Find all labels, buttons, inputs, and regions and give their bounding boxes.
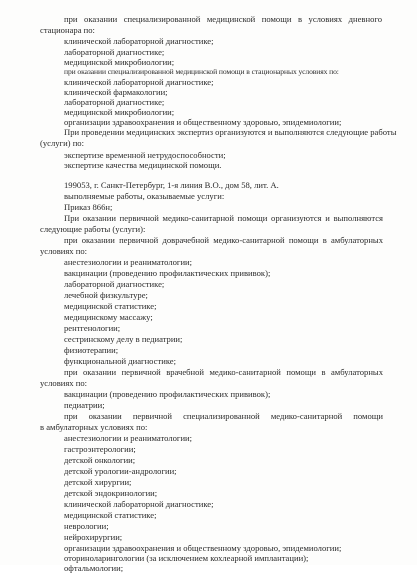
text-line: условиях по:: [40, 378, 88, 388]
text-line: (услуги) по:: [40, 138, 84, 148]
text-line: Приказ 866н;: [64, 202, 113, 212]
text-line: рентгенологии;: [64, 323, 121, 333]
text-line: клинической фармакологии;: [64, 87, 168, 97]
text-line: в амбулаторных условиях по:: [40, 422, 148, 432]
text-line: экспертизе качества медицинской помощи.: [64, 160, 222, 170]
text-line: выполняемые работы, оказываемые услуги:: [64, 191, 225, 201]
text-line: детской хирургии;: [64, 477, 132, 487]
text-line: детской эндокринологии;: [64, 488, 158, 498]
text-line: детской онкологии;: [64, 455, 136, 465]
text-line: медицинской микробиологии;: [64, 57, 175, 67]
text-line: экспертизе временной нетрудоспособности;: [64, 150, 226, 160]
text-line: организации здравоохранения и общественному здоровью, эпидемиологии;: [64, 117, 342, 127]
text-line: анестезиологии и реаниматологии;: [64, 433, 193, 443]
text-line: при оказании специализированной медицинской помощи в стационарных условиях по:: [64, 67, 339, 76]
text-line: медицинскому массажу;: [64, 312, 153, 322]
text-line: при оказании специализированной медицинской помощи в условиях дневного: [64, 14, 382, 24]
text-line: клинической лабораторной диагностике;: [64, 499, 214, 509]
text-line: физиотерапии;: [64, 345, 119, 355]
text-line: медицинской статистике;: [64, 301, 157, 311]
text-line: клинической лабораторной диагностике;: [64, 36, 214, 46]
text-line: медицинской статистике;: [64, 510, 157, 520]
text-line: организации здравоохранения и общественному здоровью, эпидемиологии;: [64, 543, 342, 553]
text-line: оториноларингологии (за исключением кохлеарной имплантации);: [64, 553, 309, 563]
text-line: анестезиологии и реаниматологии;: [64, 257, 193, 267]
text-line: при оказании первичной доврачебной медико-санитарной помощи в амбулаторных: [64, 235, 383, 245]
text-line: вакцинации (проведению профилактических прививок);: [64, 268, 271, 278]
text-line: лабораторной диагностике;: [64, 47, 165, 57]
text-line: 199053, г. Санкт-Петербург, 1-я линия В.О., дом 58, лит. А.: [64, 180, 279, 190]
text-line: лабораторной диагностике;: [64, 279, 165, 289]
text-line: неврологии;: [64, 521, 109, 531]
text-line: функциональной диагностике;: [64, 356, 177, 366]
text-line: при оказании первичной специализированной медико-санитарной помощи: [64, 411, 383, 421]
text-line: вакцинации (проведению профилактических прививок);: [64, 389, 271, 399]
text-line: условиях по:: [40, 246, 88, 256]
text-line: нейрохирургии;: [64, 532, 123, 542]
text-line: медицинской микробиологии;: [64, 107, 175, 117]
text-line: При оказании первичной медико-санитарной помощи организуются и выполняются: [64, 213, 383, 223]
text-line: лечебной физкультуре;: [64, 290, 148, 300]
text-line: сестринскому делу в педиатрии;: [64, 334, 183, 344]
text-line: лабораторной диагностике;: [64, 97, 165, 107]
text-line: При проведении медицинских экспертиз организуются и выполняются следующие работы: [64, 127, 397, 137]
text-line: офтальмологии;: [64, 563, 124, 573]
text-line: клинической лабораторной диагностике;: [64, 77, 214, 87]
text-line: детской урологии-андрологии;: [64, 466, 177, 476]
text-line: следующие работы (услуги):: [40, 224, 146, 234]
text-line: педиатрии;: [64, 400, 105, 410]
text-line: при оказании первичной врачебной медико-санитарной помощи в амбулаторных: [64, 367, 383, 377]
text-line: гастроэнтерологии;: [64, 444, 136, 454]
text-line: стационара по:: [40, 25, 95, 35]
